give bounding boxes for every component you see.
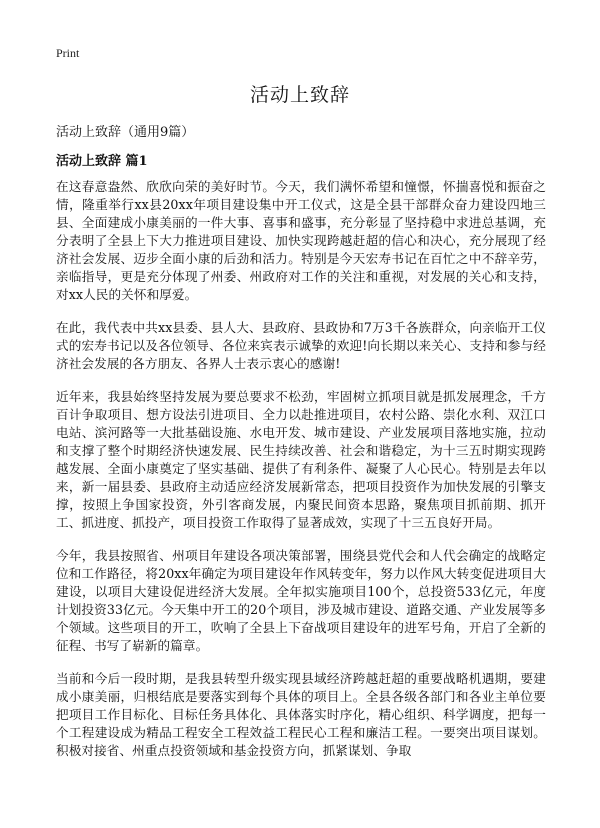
paragraph-4: 今年，我县按照省、州项目年建设各项决策部署，围绕县党代会和人代会确定的战略定位和工作路径，将20xx年确定为项目建设年作风转变年，努力以作风大转变促进项目大建设，以项目大建设促进经济大发展。全年拟实施项目100个，总投资533亿元，年度计划投资33亿元。今天集中开工的20个项目，涉及城市建设、道路交通、产业发展等多个领域。这些项目的开工，吹响了全县上下奋战项目建设年的进军号角，开启了全新的征程、书写了崭新的篇章。 xyxy=(56,548,546,653)
document-title: 活动上致辞 xyxy=(249,84,350,106)
paragraph-1: 在这春意盎然、欣欣向荣的美好时节。今天，我们满怀希望和憧憬，怀揣喜悦和振奋之情，隆重举行xx县20xx年项目建设集中开工仪式，这是全县干部群众奋力建设四地三县、全面建成小康美丽的一件大事、喜事和盛事，充分彰显了坚持稳中求进总基调，充分表明了全县上下大力推进项目建设、加快实现跨越赶超的信心和决心，充分展现了经济社会发展、迈步全面小康的后劲和活力。特别是今天宏寿书记在百忙之中不辞辛劳，亲临指导，更是充分体现了州委、州政府对工作的关注和重视，对发展的关心和支持，对xx人民的关怀和厚爱。 xyxy=(56,179,546,302)
document-subtitle: 活动上致辞（通用9篇） xyxy=(56,125,195,140)
paragraph-3: 近年来，我县始终坚持发展为要总要求不松劲，牢固树立抓项目就是抓发展理念，千方百计争取项目、想方设法引进项目、全力以赴推进项目，农村公路、崇化水利、双江口电站、滨河路等一大批基础设施、水电开发、城市建设、产业发展项目落地实施，拉动和支撑了整个时期经济快速发展、民生持续改善、社会和谐稳定，为十三五时期实现跨越发展、全面小康奠定了坚实基础、提供了有利条件、凝聚了人心民心。特别是去年以来，新一届县委、县政府主动适应经济发展新常态，把项目投资作为加快发展的引擎支撑，按照上争国家投资，外引客商发展，内聚民间资本思路，聚焦项目抓前期、抓开工、抓进度、抓投产，项目投资工作取得了显著成效，实现了十三五良好开局。 xyxy=(56,389,546,530)
paragraph-2: 在此，我代表中共xx县委、县人大、县政府、县政协和7万3千各族群众，向亲临开工仪式的宏寿书记以及各位领导、各位来宾表示诚挚的欢迎!向长期以来关心、支持和参与经济社会发展的各方朋友、各界人士表示衷心的感谢! xyxy=(56,320,546,371)
paragraph-5: 当前和今后一段时期，是我县转型升级实现县域经济跨越赶超的重要战略机遇期，要建成小康美丽，归根结底是要落实到每个具体的项目上。全县各级各部门和各业主单位要把项目工作目标化、目标任务具体化、具体落实时序化，精心组织、科学调度，把每一个工程建设成为精品工程安全工程效益工程民心工程和廉洁工程。一要突出项目谋划。积极对接省、州重点投资领域和基金投资方向，抓紧谋划、争取 xyxy=(56,671,546,758)
section-heading: 活动上致辞 篇1 xyxy=(56,154,148,169)
document-body xyxy=(56,178,546,775)
print-link[interactable]: Print xyxy=(56,46,80,60)
